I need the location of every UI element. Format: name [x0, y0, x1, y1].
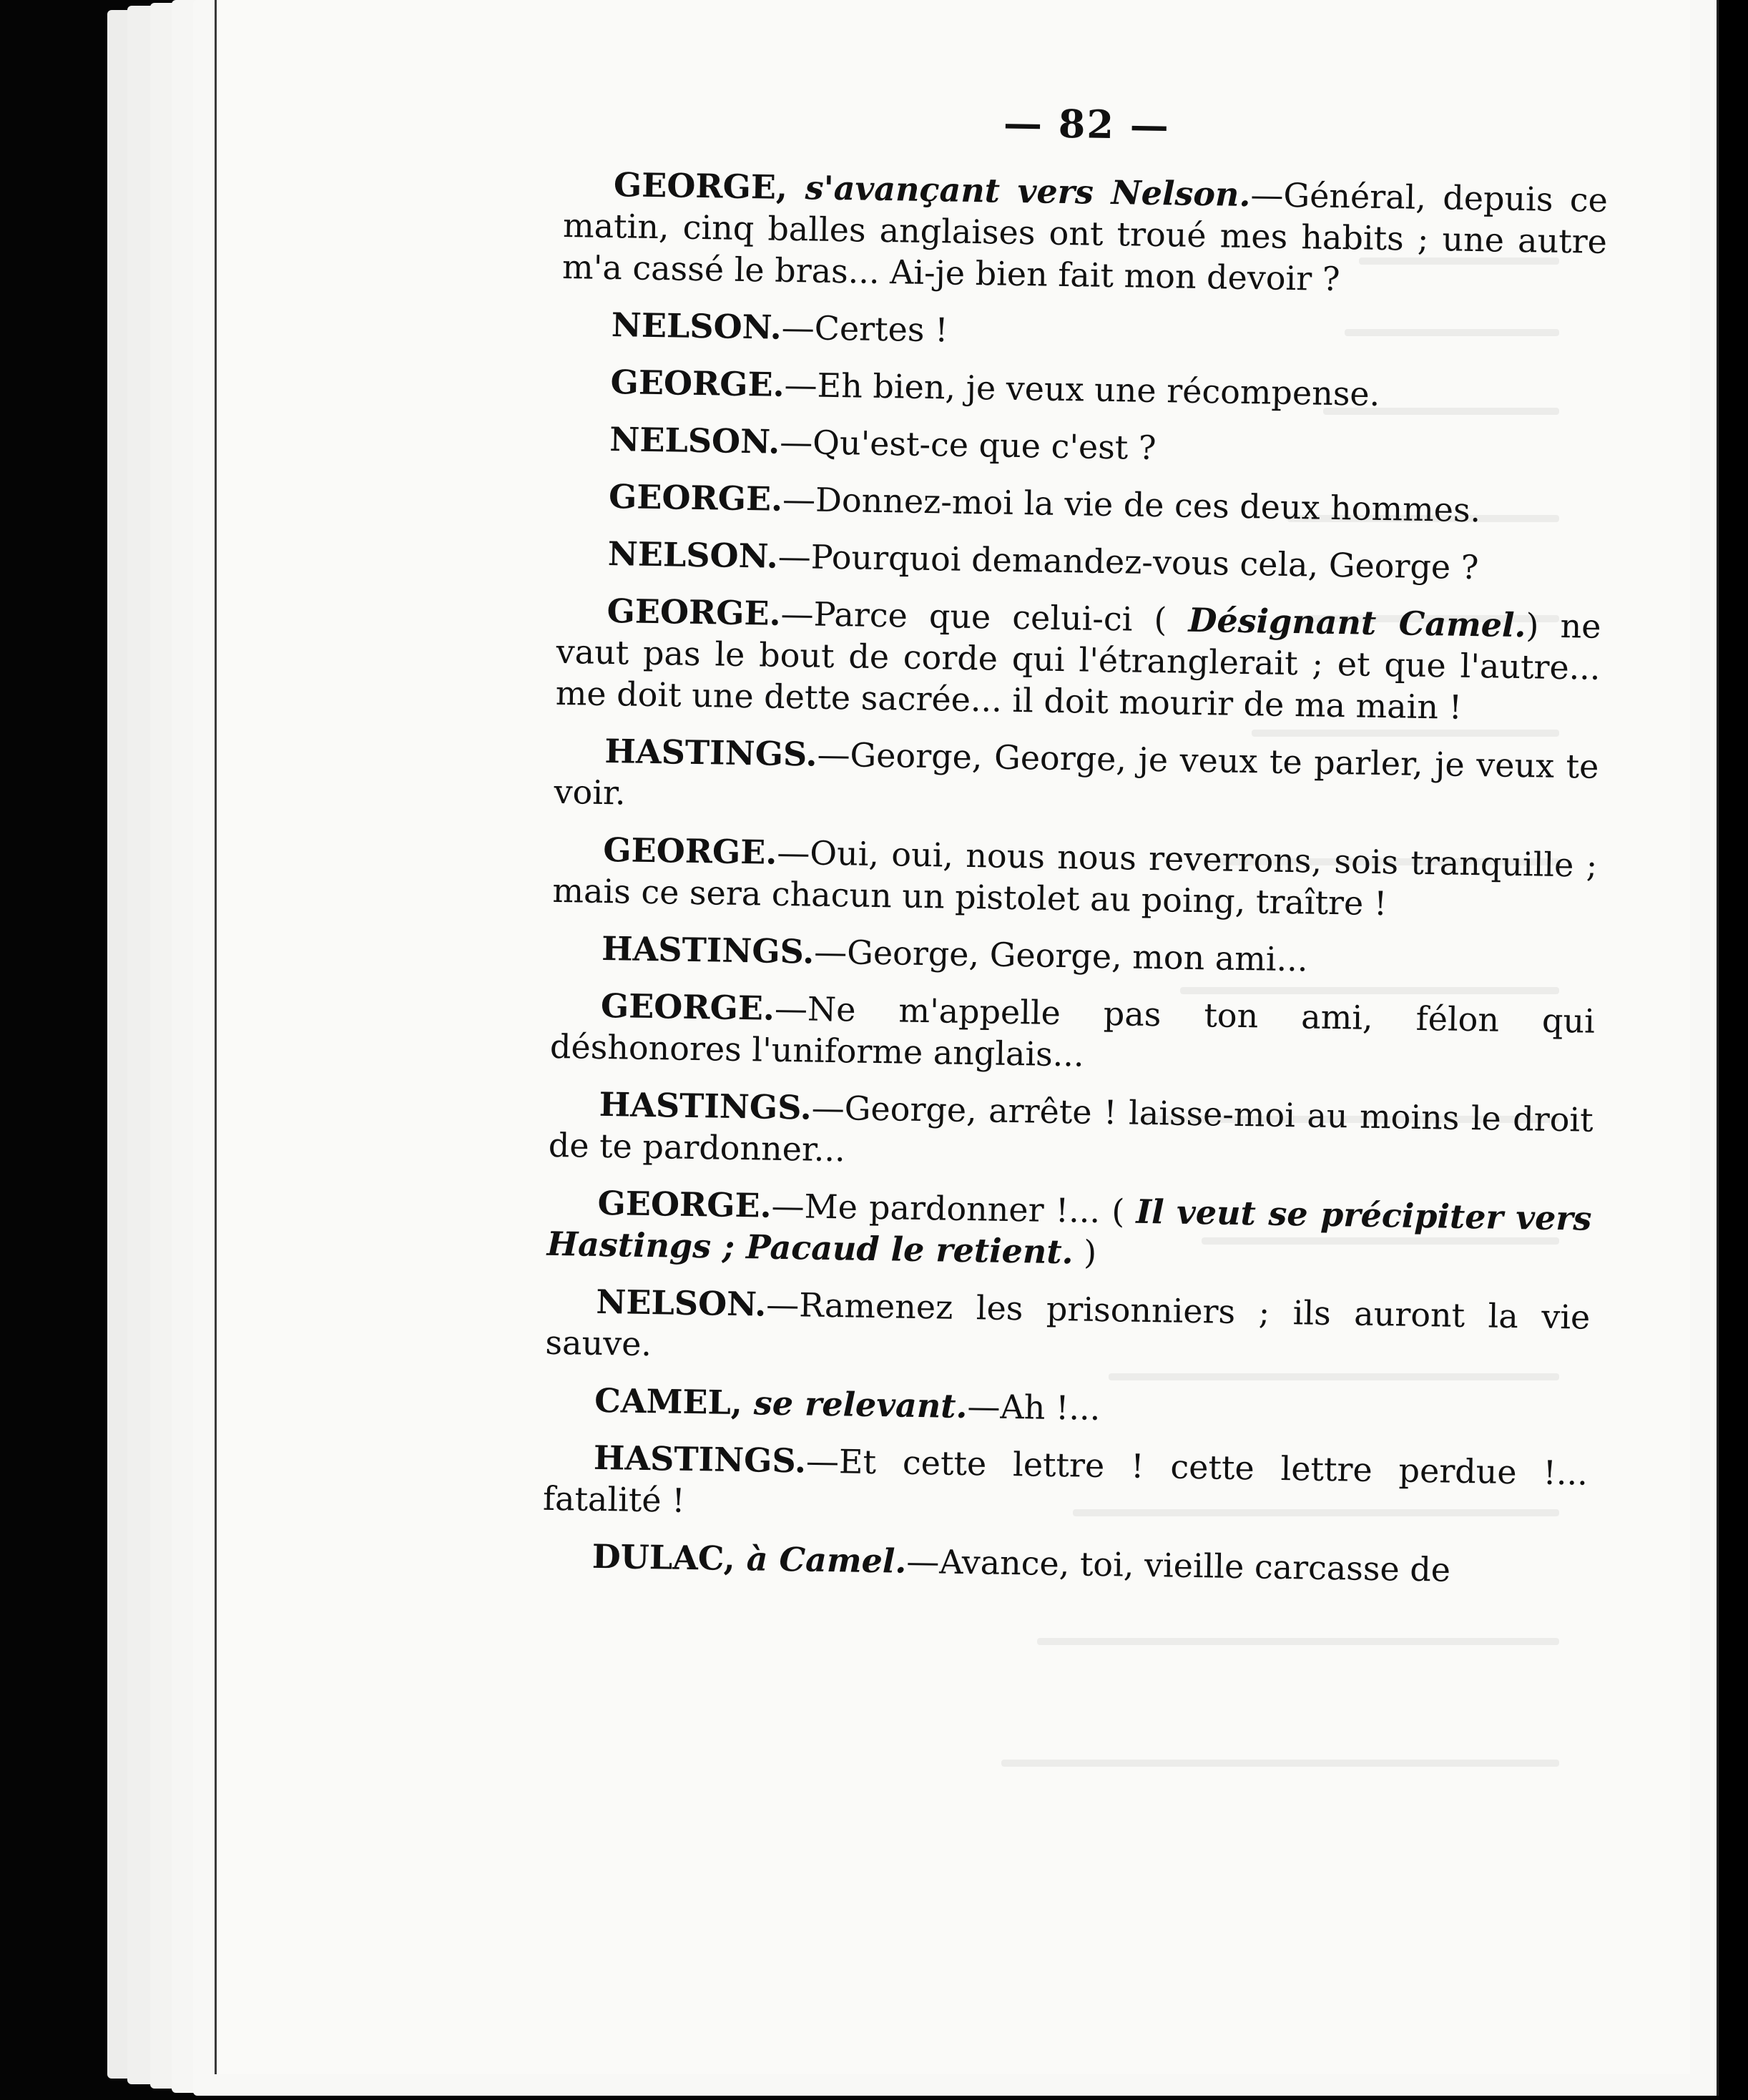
speaker-name: CAMEL,: [594, 1380, 743, 1423]
speaker-name: NELSON.: [596, 1282, 767, 1324]
dialogue-line: [554, 730, 1599, 829]
dialogue-line: [551, 927, 1596, 985]
speaker-name: GEORGE.: [607, 592, 782, 633]
dialogue-line: [548, 1083, 1594, 1182]
dialogue-line: [552, 828, 1598, 928]
dialogue-text: —George, George, mon ami...: [813, 932, 1308, 979]
speaker-name: GEORGE.: [600, 986, 775, 1028]
dialogue-text: —Oui, oui, nous nous reverrons, sois tranquille ; mais ce sera chacun un pistolet au poing, traître !: [552, 833, 1598, 923]
speaker-name: NELSON.: [607, 534, 779, 576]
scan-border: [1719, 0, 1748, 2100]
dialogue-text: —Ramenez les prisonniers ; ils auront la vie sauve.: [545, 1285, 1591, 1364]
dialogue-line: [559, 418, 1604, 476]
dialogue-text: —Général, depuis ce matin, cinq balles anglaises ont troué mes habits ; une autre m'a cassé le bras... Ai-je bien fait mon devoir ?: [561, 175, 1609, 299]
dialogue-text: —Et cette lettre ! cette lettre perdue !... fatalité !: [542, 1441, 1589, 1520]
speaker-name: GEORGE.: [602, 830, 777, 872]
dialogue-line: [545, 1280, 1591, 1380]
page-text: [541, 93, 1609, 1609]
dialogue-line: [562, 163, 1609, 304]
dialogue-text: ) ne vaut pas le bout de corde qui l'étranglerait ; et que l'autre... me doit une dette sacrée... il doit mourir de ma main !: [555, 606, 1601, 727]
speaker-name: GEORGE.: [610, 363, 785, 404]
speaker-name: NELSON.: [611, 305, 782, 347]
dialogue-line: [543, 1436, 1589, 1536]
stage-direction: s'avançant vers Nelson.: [787, 167, 1251, 215]
stage-direction: se relevant.: [742, 1383, 968, 1426]
dialogue-text: —Certes !: [781, 308, 949, 350]
dialogue-line: [557, 532, 1602, 590]
dialogue-text: —Ne m'appelle pas ton ami, félon qui déshonores l'uniforme anglais...: [549, 988, 1596, 1074]
dialogue-line: [560, 360, 1605, 418]
speaker-name: GEORGE.: [608, 477, 783, 519]
dialogue-line: [555, 589, 1601, 730]
stage-direction: Désignant Camel.: [1188, 600, 1526, 645]
dialogue-text: —Ah !...: [967, 1387, 1101, 1428]
dialogue-line: [546, 1182, 1592, 1281]
dialogue-text: ): [1073, 1232, 1097, 1272]
dialogue-text: —Donnez-moi la vie de ces deux hommes.: [782, 479, 1481, 530]
stage-direction: à Camel.: [735, 1539, 907, 1581]
dialogue-line: [561, 303, 1606, 361]
speaker-name: HASTINGS.: [601, 928, 815, 971]
speaker-name: DULAC,: [591, 1536, 736, 1578]
dialogue-text: —Parce que celui-ci (: [780, 594, 1189, 639]
speaker-name: GEORGE.: [597, 1183, 772, 1225]
dialogue-text: —Qu'est-ce que c'est ?: [779, 422, 1157, 468]
dialogue-text: —George, George, je veux te parler, je veux te voir.: [554, 735, 1599, 813]
dialogue-text: —Pourquoi demandez-vous cela, George ?: [777, 536, 1479, 587]
speaker-name: HASTINGS.: [599, 1084, 812, 1127]
speaker-name: HASTINGS.: [593, 1438, 807, 1481]
speaker-name: NELSON.: [609, 420, 780, 461]
dialogue-text: —George, arrête ! laisse-moi au moins le droit de te pardonner...: [548, 1088, 1594, 1169]
dialogue-text: —Avance, toi, vieille carcasse de: [905, 1541, 1451, 1589]
page-number: — 82 —: [1003, 99, 1171, 149]
dialogue-line: [544, 1379, 1589, 1437]
speaker-name: GEORGE,: [613, 165, 788, 207]
stage-direction: Il veut se précipiter vers Hastings ; Pacaud le retient.: [546, 1192, 1592, 1272]
speaker-name: HASTINGS.: [604, 731, 817, 774]
dialogue-line: [559, 475, 1604, 533]
dialogue-line: [550, 984, 1596, 1084]
dialogue-line: [541, 1535, 1586, 1593]
dialogue-text: —Me pardonner !... (: [771, 1186, 1136, 1231]
dialogue-text: —Eh bien, je veux une récompense.: [784, 365, 1380, 413]
